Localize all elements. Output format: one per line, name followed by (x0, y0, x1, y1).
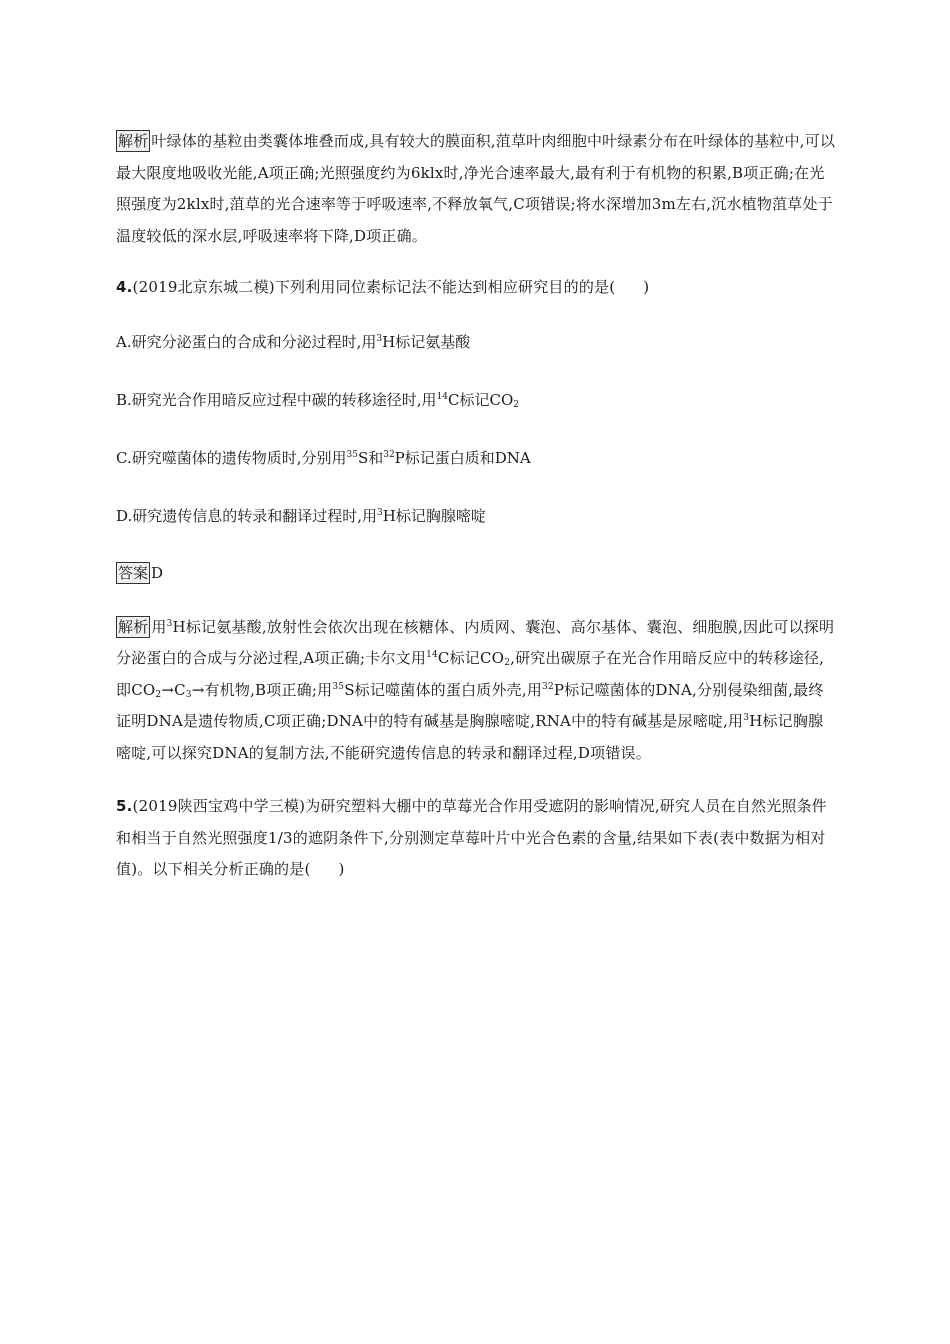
option-d: D.研究遗传信息的转录和翻译过程时,用$^3$H标记胸腺嘧啶 (116, 506, 486, 525)
question-stem: (2019北京东城二模)下列利用同位素标记法不能达到相应研究目的的是( (132, 278, 616, 296)
document-page (116, 126, 836, 886)
analysis-label: 解析 (118, 617, 149, 636)
answer-value: D (151, 563, 164, 582)
question-number: 5. (116, 797, 133, 815)
question-4-stem: 4.(2019北京东城二模)下列利用同位素标记法不能达到相应研究目的的是( ) (116, 278, 650, 296)
analysis-label: 解析 (118, 132, 149, 150)
question-number: 4. (116, 278, 133, 296)
answer-block (116, 562, 836, 584)
question-stem: (2019陕西宝鸡中学三模)为研究塑料大棚中的草莓光合作用受遮阴的影响情况,研究人员在自然光照条件和相当于自然光照强度1/3的遮阴条件下,分别测定草莓叶片中光合色素的含量,结果如下表(表中数据为相对值)。以下相关分析正确的是( (116, 797, 827, 878)
question-5-stem: 5.(2019陕西宝鸡中学三模)为研究塑料大棚中的草莓光合作用受遮阴的影响情况,研究人员在自然光照条件和相当于自然光照强度1/3的遮阴条件下,分别测定草莓叶片中光合色素的含量,结果如下表(表中数据为相对值)。以下相关分析正确的是( ) (116, 797, 827, 878)
analysis-block-1 (116, 126, 836, 252)
option-b: B.研究光合作用暗反应过程中碳的转移途径时,用$^{14}$C标记$CO_2$ (116, 390, 520, 410)
analysis-block-2: 解析 用$^3$H标记氨基酸,放射性会依次出现在核糖体、内质网、囊泡、高尔基体、囊泡、细胞膜,因此可以探明分泌蛋白的合成与分泌过程,A项正确;卡尔文用$^{14}$C标记$CO_2$,研究出碳原子在光合作用暗反应中的转移途径,即$CO_2\to C_3\to$有机物,B项正确;用$^{35}$S标记噬菌体的蛋白质外壳,用$^{32}$P标记噬菌体的DNA,分别侵染细菌,最终证明DNA是遗传物质,C项正确;DNA中的特有碱基是胸腺嘧啶,RNA中的特有碱基是尿嘧啶,用$^3$H标记胸腺嘧啶,可以探究DNA的复制方法,不能研究遗传信息的转录和翻译过程,D项错误。 (116, 617, 835, 762)
analysis-text: 叶绿体的基粒由类囊体堆叠而成,具有较大的膜面积,菹草叶肉细胞中叶绿素分布在叶绿体的基粒中,可以最大限度地吸收光能,A项正确;光照强度约为6klx时,净光合速率最大,最有利于有机物的积累,B项正确;在光照强度为2klx时,菹草的光合速率等于呼吸速率,不释放氧气,C项错误;将水深增加3m左右,沉水植物菹草处于温度较低的深水层,呼吸速率将下降,D项正确。 (116, 132, 836, 245)
option-c: C.研究噬菌体的遗传物质时,分别用$^{35}$S和$^{32}$P标记蛋白质和DNA (116, 448, 531, 467)
option-a: A.研究分泌蛋白的合成和分泌过程时,用$^3$H标记氨基酸 (116, 332, 471, 351)
answer-label: 答案 (118, 563, 149, 582)
